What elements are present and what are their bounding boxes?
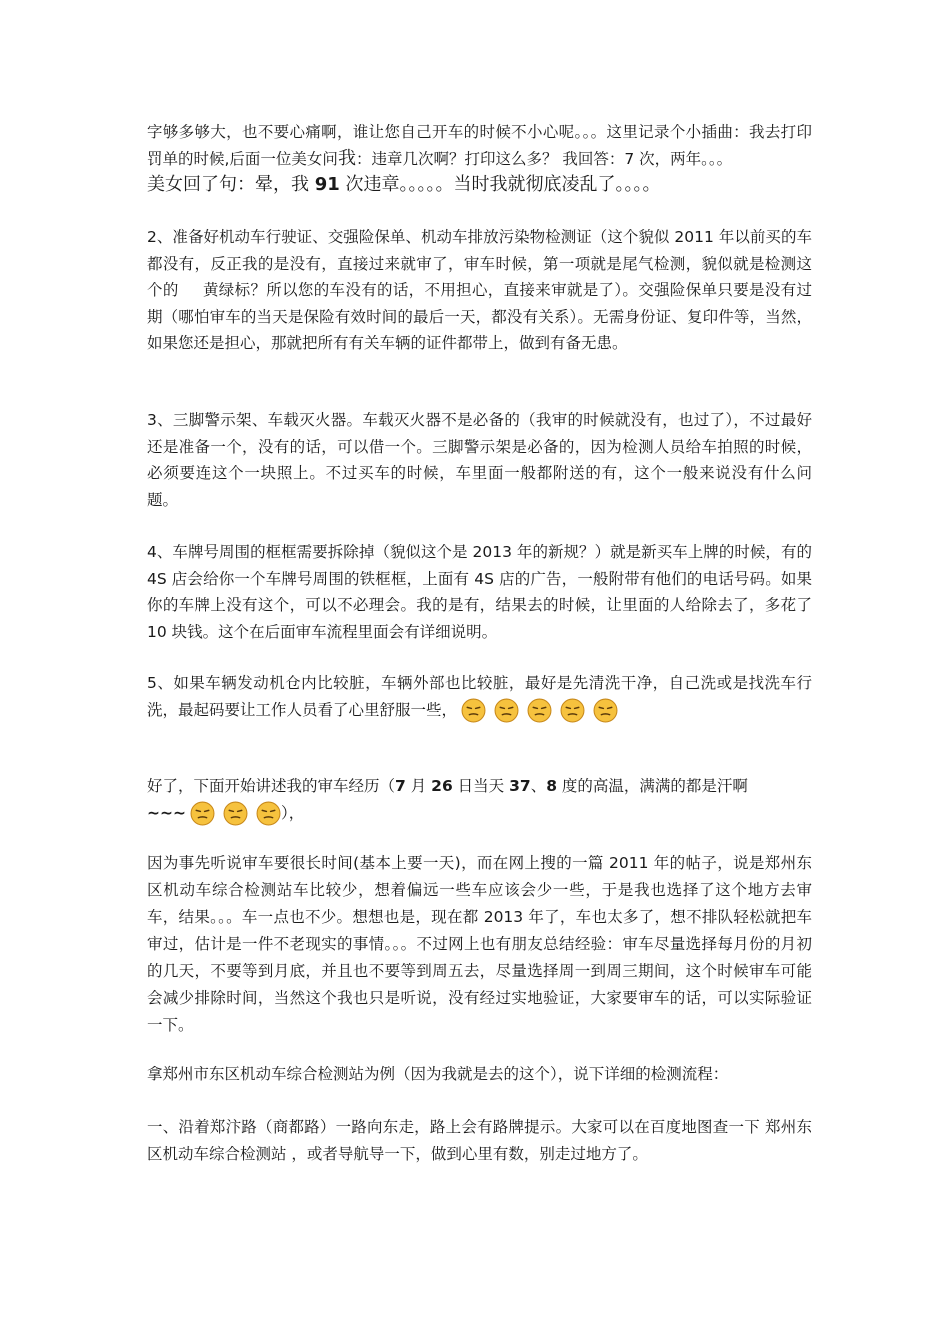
paragraph-item-3: 3、三脚警示架、车载灭火器。车载灭火器不是必备的（我审的时候就没有，也过了），不过最好还是准备一个，没有的话，可以借一个。三脚警示架是必备的，因为检测人员给车拍照的时候，必须要连这个一块照上。不过买车的时候，车里面一般都附送的有，这个一般来说没有什么问题。 [147,411,812,509]
smirk-emoji-icon [461,698,486,723]
paragraph-item-5 [147,670,812,723]
p6-text-g: 、 [530,777,547,795]
smirk-emoji-icon [223,801,248,826]
smirk-emoji-icon [256,801,281,826]
paragraph-anecdote [147,119,812,199]
p6-tilde: ~~~ [147,803,186,822]
smirk-emoji-icon [494,698,519,723]
paragraph-item-2 [147,224,812,357]
paragraph-experience-intro [147,773,812,826]
smirk-emoji-icon [190,801,215,826]
p1-text-f: 次违章。。。。。当时我就彻底凌乱了。。。。 [339,174,661,195]
p6-day: 26 [431,777,453,795]
p5-text: 5、如果车辆发动机仓内比较脏，车辆外部也比较脏，最好是先清洗干净，自己洗或是找洗车行洗，最起码要让工作人员看了心里舒服一些， [147,674,812,719]
emoji-row-1 [461,698,618,723]
smirk-emoji-icon [593,698,618,723]
paragraph-process-intro: 拿郑州市东区机动车综合检测站为例（因为我就是去的这个），说下详细的检测流程： [147,1065,729,1083]
emoji-row-2 [190,801,281,826]
smirk-emoji-icon [560,698,585,723]
p6-temp-b: 8 [546,777,557,795]
p1-text-a: 字够多够大，也不要心痛啊，谁让您自己开车的时候不小心呢。。。这里记录个小插曲：我去打印罚单的时候,后面一位美女问 [147,123,812,168]
p2-text-a: 2、准备好机动车行驶证、交强险保单、机动车排放污染物检测证（这个貌似 2011 年以前买的车都没有，反正我的是没有，直接过来就审了，审车时候，第一项就是尾气检测，貌似就是检测这个的 [147,228,812,299]
p6-text-a: 好了，下面开始讲述我的审车经历（ [147,777,396,795]
p6-text-i: 度的高温，满满的都是汗啊 [557,777,748,795]
p6-month: 7 [395,777,406,795]
smirk-emoji-icon [527,698,552,723]
p6-text-e: 日当天 [452,777,510,795]
p1-text-c: ：违章几次啊？打印这么多？ 我回答：7 次，两年。。。 [355,149,733,168]
p1-text-b: 我 [337,147,356,169]
paragraph-step-1: 一、沿着郑汴路（商都路）一路向东走，路上会有路牌提示。大家可以在百度地图查一下 郑州东区机动车综合检测站 ，或者导航导一下，做到心里有数，别走过地方了。 [147,1118,812,1163]
p1-text-d: 美女回了句：晕，我 [147,174,315,195]
p2-text-b: 黄绿标？所以您的车没有的话，不用担心，直接来审就是了）。交强险保单只要是没有过期（哪怕审车的当天是保险有效时间的最后一天，都没有关系）。无需身份证、复印件等，当然，如果您还是担心，那就把所有有关车辆的证件都带上，做到有备无患。 [147,281,812,352]
p1-text-e: 91 [314,174,340,195]
p6-text-j: ）， [280,803,305,822]
p6-temp-a: 37 [509,777,531,795]
paragraph-background: 因为事先听说审车要很长时间(基本上要一天)，而在网上搜的一篇 2011 年的帖子，说是郑州东区机动车综合检测站车比较少，想着偏远一些车应该会少一些，于是我也选择了这个地方去审车，结果。。。车一点也不少。想想也是，现在都 2013 年了，车也太多了，想不排队轻松就把车审过，估计是一件不老现实的事情。。。不过网上也有朋友总结经验：审车尽量选择每月份的月初的几天，不要等到月底，并且也不要等到周五去，尽量选择周一到周三期间，这个时候审车可能会减少排除时间，当然这个我也只是听说，没有经过实地验证，大家要审车的话，可以实际验证一下。 [147,854,812,1034]
p6-text-c: 月 [405,777,432,795]
paragraph-item-4: 4、车牌号周围的框框需要拆除掉（貌似这个是 2013 年的新规？）就是新买车上牌的时候，有的 4S 店会给你一个车牌号周围的铁框框，上面有 4S 店的广告，一般附带有他们的电话号码。如果你的车牌上没有这个，可以不必理会。我的是有，结果去的时候，让里面的人给除去了，多花了 10 块钱。这个在后面审车流程里面会有详细说明。 [147,543,812,641]
